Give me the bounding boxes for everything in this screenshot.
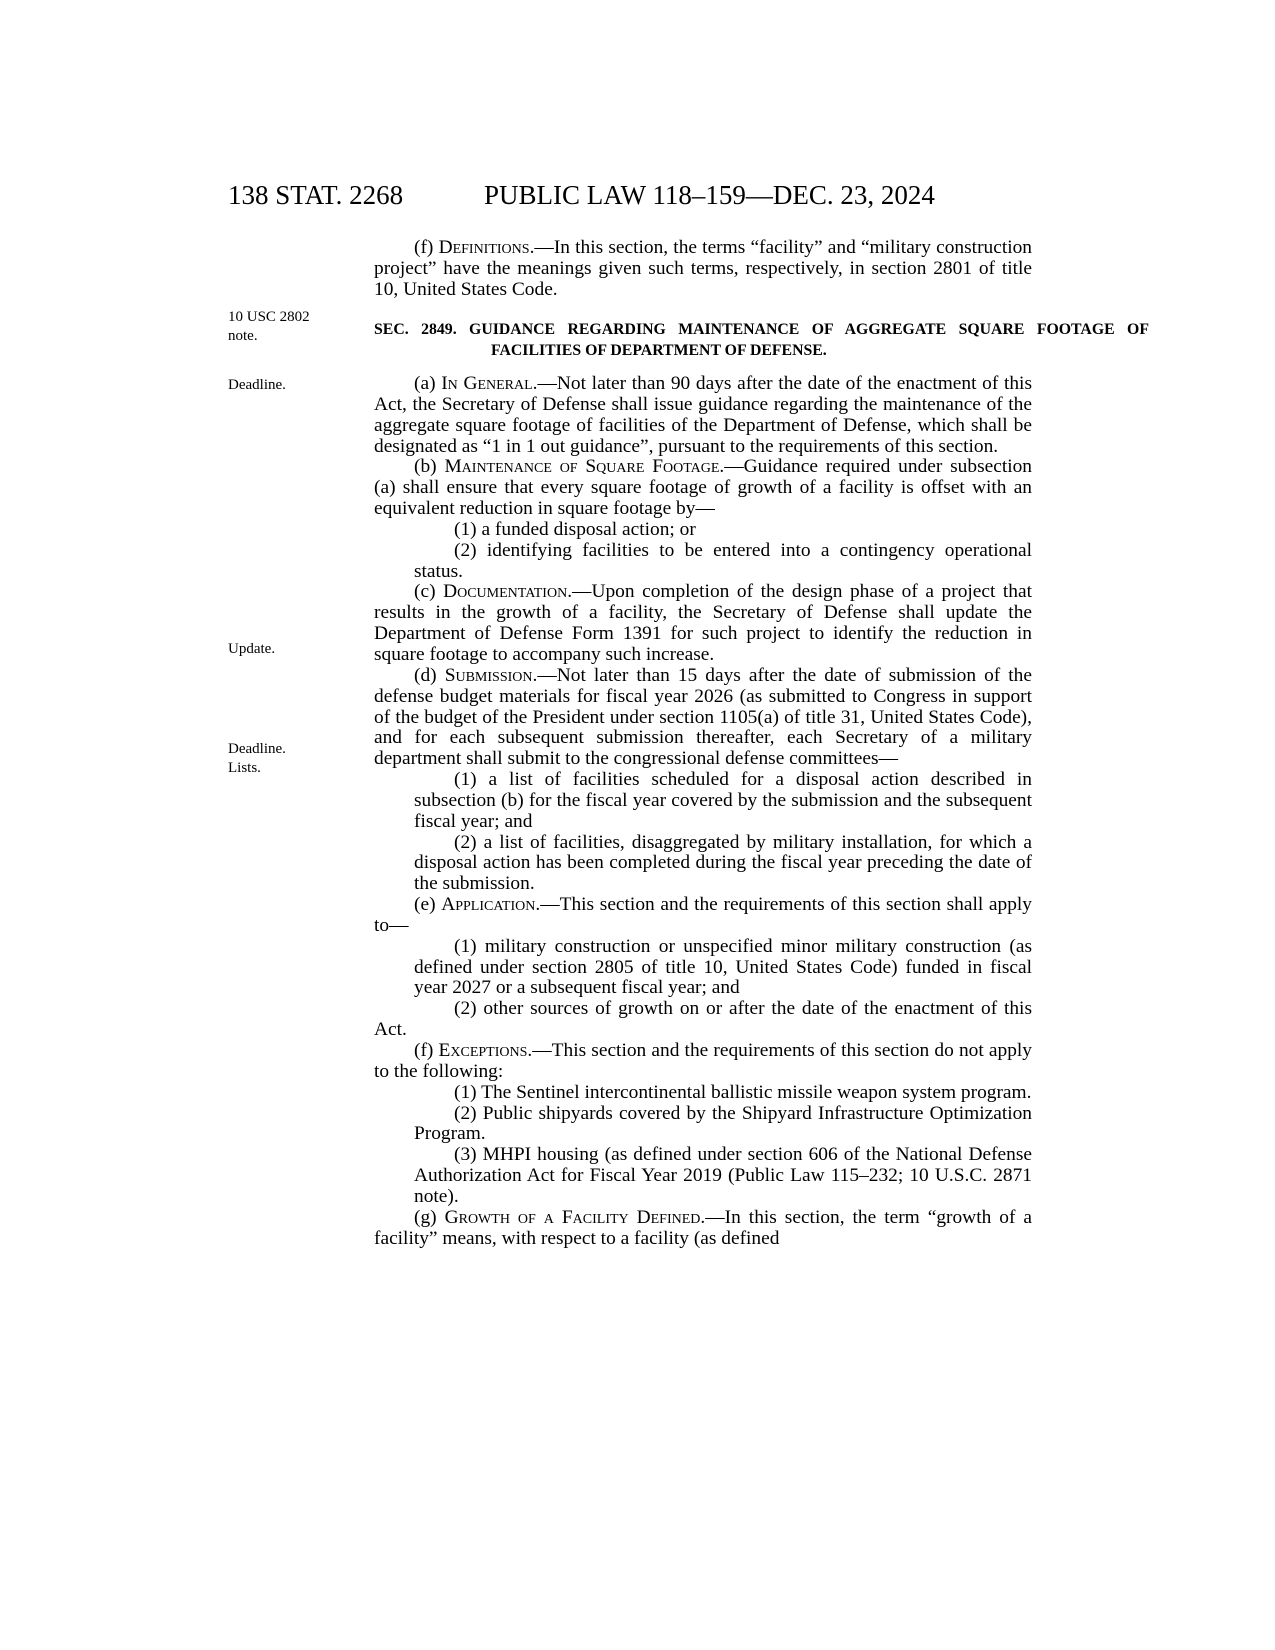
prior-subsection-f: (f) Definitions.—In this section, the terms “facility” and “military construction project” have the meanings given such terms, respectively, in section 2801 of title 10, United States Code. xyxy=(374,237,1032,300)
subsection-e: (e) Application.—This section and the requirements of this section shall apply to— xyxy=(374,894,1032,936)
margin-note-usc-line1: 10 USC 2802 xyxy=(228,309,310,325)
margin-note-lists: Lists. xyxy=(228,760,261,776)
subsection-d-item-1: (1) a list of facilities scheduled for a disposal action described in subsection (b) for the fiscal year covered by the submission and the subsequent fiscal year; and xyxy=(414,769,1032,832)
subsection-g: (g) Growth of a Facility Defined.—In this section, the term “growth of a facility” means, with respect to a facility (as defined xyxy=(374,1206,1032,1249)
subsection-d: (d) Submission.—Not later than 15 days after the date of submission of the defense budget materials for fiscal year 2026 (as submitted to Congress in support of the budget of the President under section 1105(a) of title 31, United States Code), and for each subsequent submission thereafter, each Secretary of a military department shall submit to the congressional defense committees— xyxy=(374,664,1032,770)
section-heading: SEC. 2849. GUIDANCE REGARDING MAINTENANCE OF AGGREGATE SQUARE FOOTAGE OF FACILITIES OF DEPARTMENT OF DEFENSE. xyxy=(374,321,1149,359)
subsection-f-item-1: (1) The Sentinel intercontinental ballistic missile weapon system program. xyxy=(454,1081,1032,1103)
subsection-f-item-3: (3) MHPI housing (as defined under section 606 of the National Defense Authorization Act for Fiscal Year 2019 (Public Law 115–232; 10 U.S.C. 2871 note). xyxy=(414,1144,1032,1207)
margin-note-deadline-d: Deadline. xyxy=(228,741,286,757)
section-body xyxy=(374,374,1032,1249)
subsection-d-item-2: (2) a list of facilities, disaggregated by military installation, for which a disposal action has been completed during the fiscal year preceding the date of the submission. xyxy=(414,831,1032,895)
prior-section-text xyxy=(374,238,1032,301)
margin-note-usc-line2: note. xyxy=(228,328,258,344)
subsection-b-item-1: (1) a funded disposal action; or xyxy=(454,518,696,540)
subsection-e-item-2: (2) other sources of growth on or after the date of the enactment of this Act. xyxy=(374,998,1032,1041)
margin-note-deadline-a: Deadline. xyxy=(228,377,286,393)
subsection-c: (c) Documentation.—Upon completion of the design phase of a project that results in the growth of a facility, the Secretary of Defense shall update the Department of Defense Form 1391 for such project to identify the reduction in square footage to accompany such increase. xyxy=(374,581,1032,665)
margin-note-deadline-lists xyxy=(228,740,328,778)
subsection-b: (b) Maintenance of Square Footage.—Guidance required under subsection (a) shall ensure that every square footage of growth of a facility is offset with an equivalent reduction in square footage by— xyxy=(374,456,1032,520)
subsection-f-item-2: (2) Public shipyards covered by the Shipyard Infrastructure Optimization Program. xyxy=(414,1102,1032,1145)
margin-note-update: Update. xyxy=(228,641,276,657)
stat-page-number: 138 STAT. 2268 xyxy=(228,180,404,210)
subsection-e-item-1: (1) military construction or unspecified minor military construction (as defined under section 2805 of title 10, United States Code) funded in fiscal year 2027 or a subsequent fiscal year; and xyxy=(414,935,1032,999)
subsection-f: (f) Exceptions.—This section and the requirements of this section do not apply to the following: xyxy=(374,1040,1032,1082)
subsection-a: (a) In General.—Not later than 90 days after the date of the enactment of this Act, the Secretary of Defense shall issue guidance regarding the maintenance of the aggregate square footage of facilities of the Department of Defense, which shall be designated as “1 in 1 out guidance”, pursuant to the requirements of this section. xyxy=(374,373,1032,457)
running-title: PUBLIC LAW 118–159—DEC. 23, 2024 xyxy=(484,180,935,210)
margin-note-usc xyxy=(228,308,328,346)
subsection-b-item-2: (2) identifying facilities to be entered into a contingency operational status. xyxy=(414,539,1032,582)
